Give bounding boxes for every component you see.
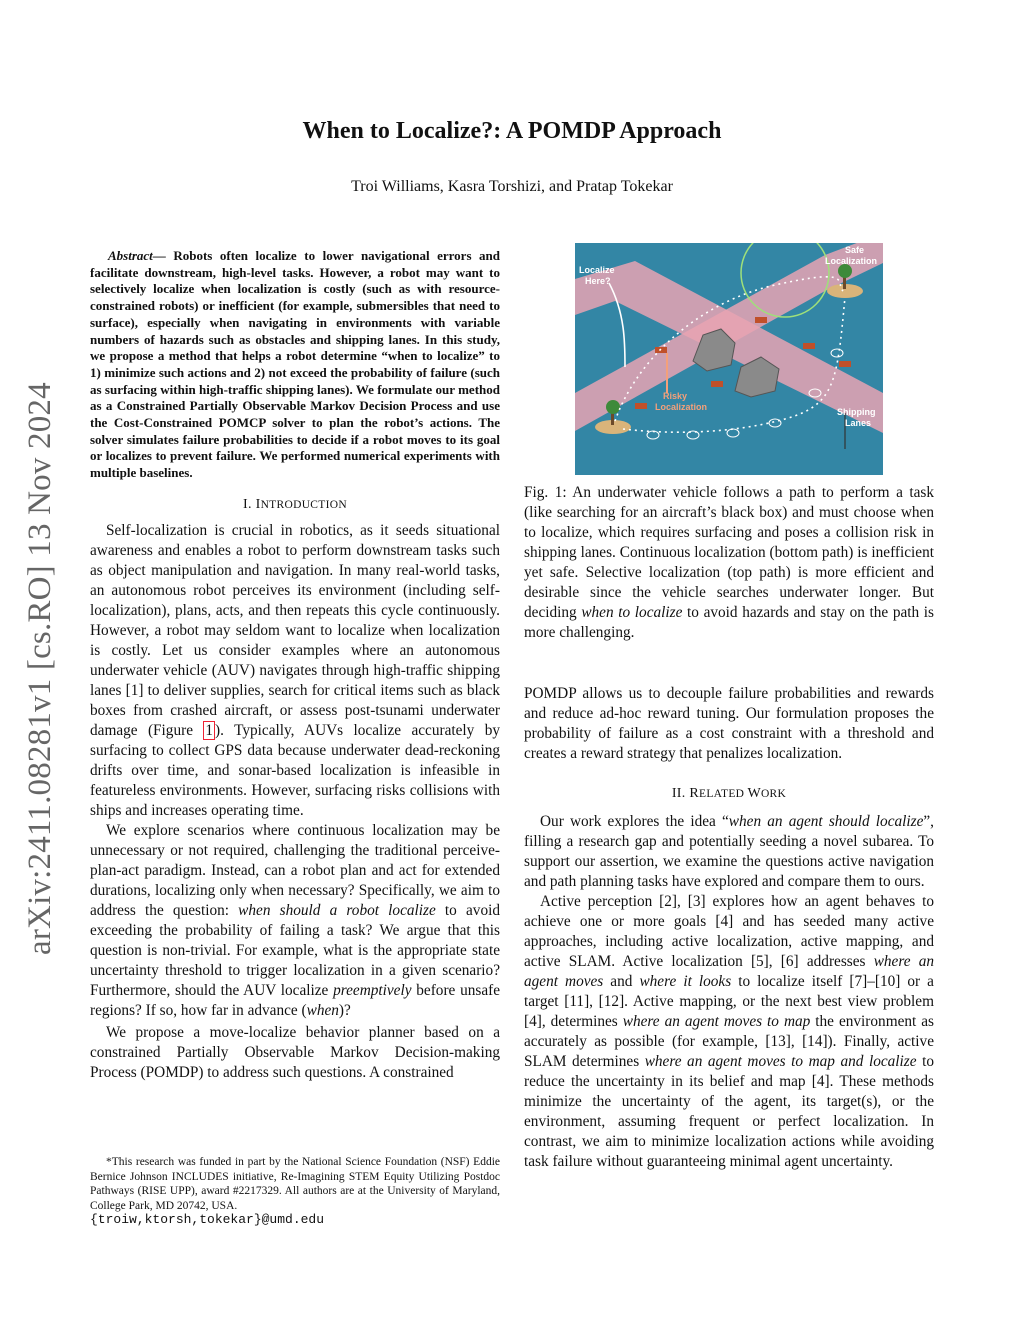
palm-leaves-left <box>606 400 620 414</box>
label-lanes-1: Shipping <box>837 407 876 417</box>
abstract <box>90 248 500 482</box>
ship <box>839 361 851 367</box>
figure-1-illustration <box>575 243 883 475</box>
footnote-text: *This research was funded in part by the National Science Foundation (NSF) Eddie Bernice Johnson INCLUDES initiative, Re-Imagining STEM Equity Utilizing Postdoc Pathways (RISE UPP), award #2217329. All authors are at the University of Maryland, College Park, MD 20742, USA. <box>90 1156 500 1212</box>
arxiv-stamp: arXiv:2411.08281v1 [cs.RO] 13 Nov 2024 <box>22 382 58 955</box>
label-localize-here-1: Localize <box>579 265 615 275</box>
label-risky-1: Risky <box>663 391 688 401</box>
section-heading-introduction <box>90 495 500 515</box>
label-risky-2: Localization <box>655 402 708 412</box>
paper-authors: Troi Williams, Kasra Torshizi, and Pratap Tokekar <box>351 178 673 195</box>
section-smallcaps: NTRODUCTION <box>260 498 347 511</box>
intro-continuation-paragraph: POMDP allows us to decouple failure probabilities and rewards and reduce ad-hoc reward tuning. Our formulation proposes the probability of failure as a cost constraint with a threshold and creates a reward strategy that penalizes localization. <box>524 685 934 762</box>
section-initial: I <box>255 496 261 512</box>
figure-1-caption: Fig. 1: An underwater vehicle follows a path to perform a task (like searching for an aircraft’s black box) and must choose when to localize, which requires surfacing and poses a collision risk in shipping lanes. Continuous localization (bottom path) is inefficient yet safe. Selective localization (top path) is more efficient and desirable since the vehicle searches underwater longer. But deciding when to localize to avoid hazards and stay on the path is more challenging. <box>524 484 935 641</box>
palm-leaves-right <box>838 264 852 278</box>
ship <box>635 403 647 409</box>
related-paragraph-1: Our work explores the idea “when an agent should localize”, filling a research gap and potentially seeding a novel subarea. To support our assertion, we examine the questions active navigation and path planning tasks have explored and compare them to ours. <box>524 813 934 890</box>
section-heading-related-work: II. RELATED WORK <box>671 786 787 801</box>
ship <box>803 343 815 349</box>
abstract-text: — Robots often localize to lower navigational errors and facilitate downstream, high-level tasks. However, a robot may want to selectively localize when localization is costly (such as with resource-constrained robots) or inefficient (for example, submersibles that need to surface), especially when navigating in environments with variable numbers of hazards such as obstacles and shipping lanes. In this study, we propose a method that helps a robot determine “when to localize” to 1) minimize such actions and 2) not exceed the probability of failure (such as surfacing within high-traffic shipping lanes). We formulate our method as a Constrained Partially Observable Markov Decision Process and use the Cost-Constrained POMCP solver to plan the robot’s actions. The solver simulates failure probabilities to decide if a robot moves to its goal or localizes to prevent failure. We performed numerical experiments with multiple baselines. <box>90 248 500 481</box>
label-safe-2: Localization <box>825 256 878 266</box>
ship <box>755 317 767 323</box>
section-number: I. <box>243 496 256 512</box>
label-lanes-2: Lanes <box>845 418 872 428</box>
left-column <box>90 248 500 1083</box>
ship <box>711 381 723 387</box>
related-paragraph-2: Active perception [2], [3] explores how an agent behaves to achieve one or more goals [4] and has seeded many active approaches, including active localization, active mapping, and active SLAM. Active localization [5], [6] addresses where an agent moves and where it looks to localize itself [7]–[10] or a target [11], [12]. Active mapping, or the next best view problem [4], determines where an agent moves to map the environment as accurately as possible (for example, [13], [14]). Finally, active SLAM determines where an agent moves to map and localize to reduce the uncertainty in its belief and map [4]. These methods minimize the uncertainty of the agent, its target(s), or the environment, assuming frequent or perfect localization. In contrast, we aim to minimize localization actions while avoiding task failure without guaranteeing minimal agent uncertainty. <box>524 893 935 1170</box>
paper-title: When to Localize?: A POMDP Approach <box>302 118 722 144</box>
label-safe-1: Safe <box>845 245 865 255</box>
figure-ref-link[interactable]: 1 <box>205 721 214 739</box>
footnote-emails[interactable]: {troiw,ktorsh,tokekar}@umd.edu <box>90 1212 325 1227</box>
intro-paragraph-2: We explore scenarios where continuous localization may be unnecessary or not required, challenging the traditional perceive-plan-act paradigm. Instead, can a robot plan and act for extended durations, localizing only when necessary? Specifically, we aim to address the question: when should a robot localize to avoid exceeding the probability of failing a task? We argue that this question is non-trivial. For example, what is the appropriate state uncertainty threshold to trigger localization in a given scenario? Furthermore, should the AUV localize preemptively before unsafe regions? If so, how far in advance (when)? <box>90 821 500 1019</box>
intro-paragraph-3: We propose a move-localize behavior planner based on a constrained Partially Observable Markov Decision-making Process (POMDP) to address such questions. A constrained <box>90 1023 500 1081</box>
right-column <box>524 684 934 1172</box>
intro-paragraph-1: Self-localization is crucial in robotics, as it seeds situational awareness and enables a robot to perform downstream tasks such as object manipulation and navigation. In many real-world tasks, an autonomous robot perceives its environment (including self-localization), plans, acts, and then repeats this cycle continuously. However, a robot may seldom want to localize when localization is costly. Let us consider examples where an autonomous underwater vehicle (AUV) navigates through high-traffic shipping lanes [1] to deliver supplies, search for critical items such as black boxes from crashed aircraft, or assess post-tsunami underwater damage (Figure 1 ). Typically, AUVs localize accurately by surfacing to collect GPS data because underwater dead-reckoning drifts over time, and sonar-based localization is infeasible in featureless environments. However, surfacing risks collisions with ships and increases operating time. <box>90 521 500 819</box>
abstract-label: Abstract <box>108 248 153 263</box>
label-localize-here-2: Here? <box>585 276 611 286</box>
footnote <box>90 1155 500 1228</box>
